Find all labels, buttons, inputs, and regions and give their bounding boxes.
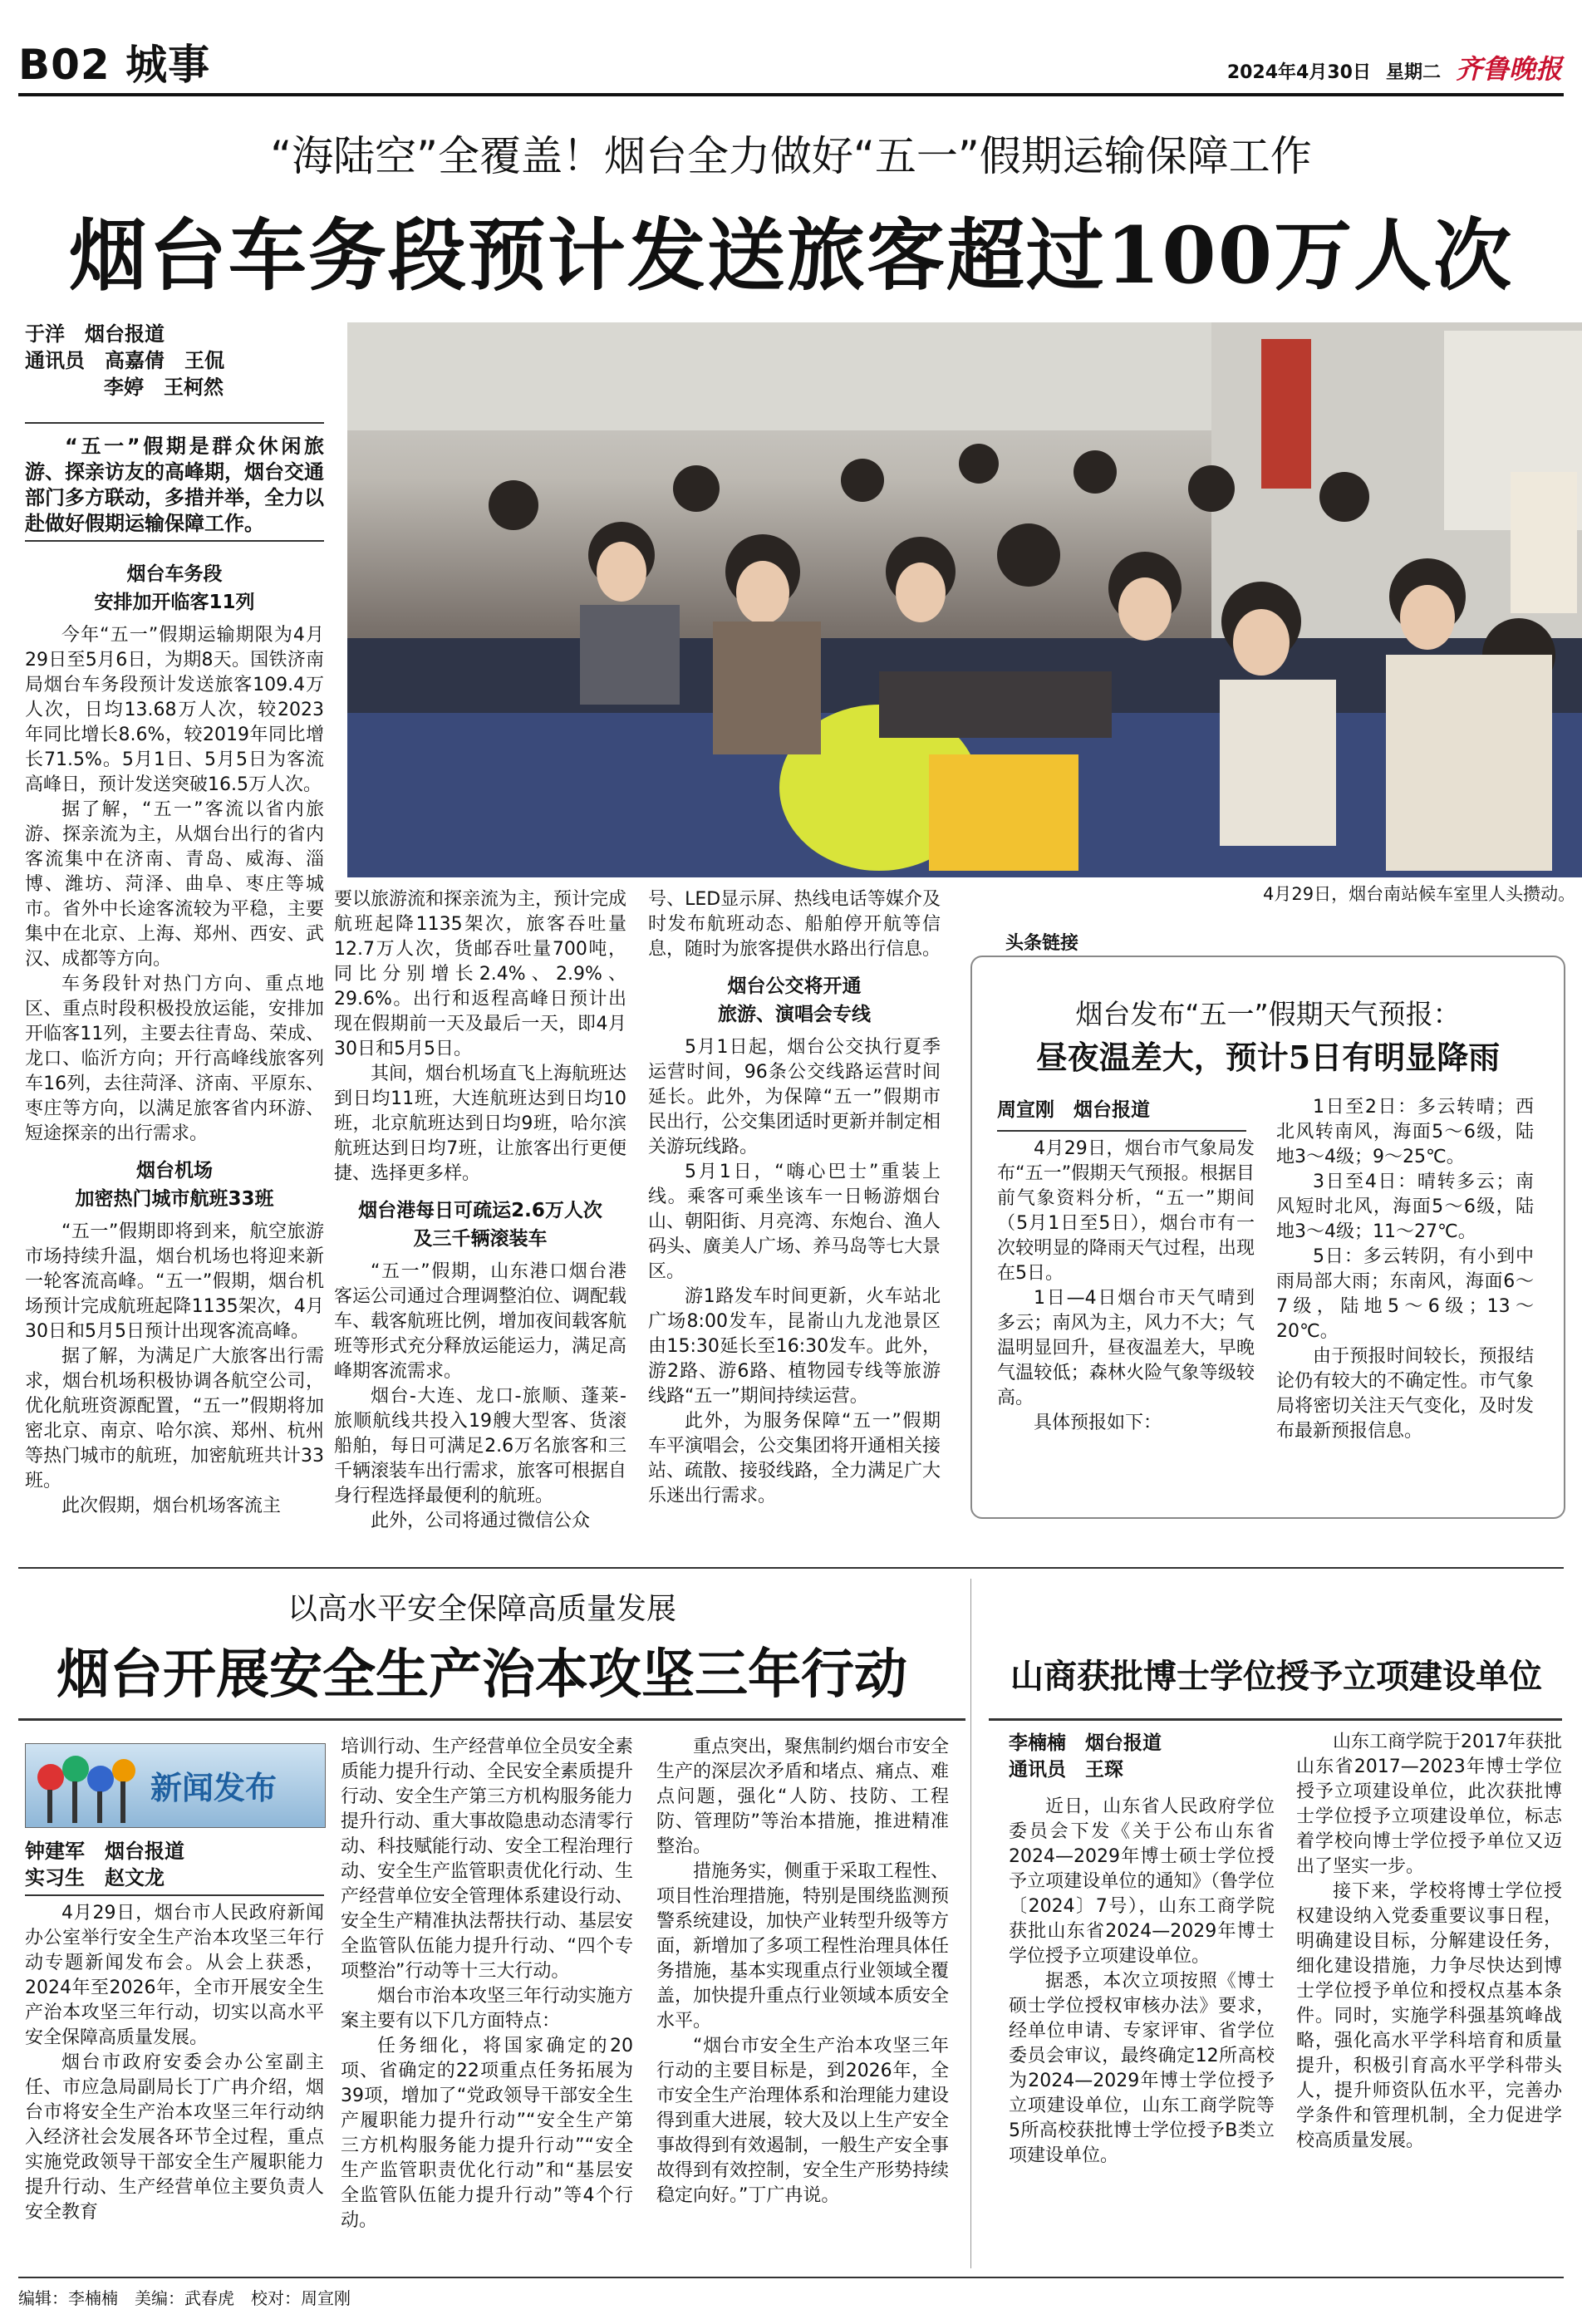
divider <box>997 1130 1246 1132</box>
paragraph: 车务段针对热门方向、重点地区、重点时段积极投放运能，安排加开临客11列，主要去往青岛、荣成、龙口、临沂方向；开行高峰线旅客列车16列，去往菏泽、济南、平原东、枣庄等方向，以满足旅客省内环游、短途探亲的出行需求。 <box>25 974 324 1144</box>
issue-weekday: 星期二 <box>1385 62 1441 83</box>
paragraph: 具体预报如下： <box>1034 1413 1162 1433</box>
paragraph: 由于预报时间较长，预报结论仍有较大的不确定性。市气象局将密切关注天气变化，及时发布最新预报信息。 <box>1276 1346 1534 1442</box>
subheading-line: 安排加开临客11列 <box>94 592 255 613</box>
article1-column-1 <box>25 550 324 1519</box>
byline-line: 通讯员 王琛 <box>1009 1759 1123 1781</box>
paragraph: 接下来，学校将博士学位授权建设纳入党委重要议事日程，明确建设目标，分解建设任务，细化建设措施，力争尽快达到博士学位授予单位和授权点基本条件。同时，实施学科强基筑峰战略，强化高水平学科培育和质量提升，积极引育高水平学科带头人，提升师资队伍水平，完善办学条件和管理机制，全力促进学校高质量发展。 <box>1296 1881 1562 2151</box>
byline-line: 李楠楠 烟台报道 <box>1009 1732 1162 1754</box>
article3-column-2 <box>1296 1730 1562 2154</box>
paragraph: 5日：多云转阴，有小到中雨局部大雨；东南风，海面6～7级，陆地5～6级；13～20℃。 <box>1276 1246 1534 1342</box>
paragraph: 4月29日，烟台市气象局发布“五一”假期天气预报。根据目前气象资料分析，“五一”期间（5月1日至5日），烟台市有一次较明显的降雨天气过程，出现在5日。 <box>997 1138 1255 1284</box>
sidebar-kicker: 烟台发布“五一”假期天气预报： <box>1075 998 1461 1030</box>
byline-line: 李婷 王柯然 <box>104 376 224 399</box>
sidebar-byline: 周宣刚 烟台报道 <box>997 1099 1150 1121</box>
subheading-line: 烟台港每日可疏运2.6万人次 <box>358 1200 602 1221</box>
paragraph: 要以旅游流和探亲流为主，预计完成航班起降1135架次，旅客吞吐量12.7万人次，货邮吞吐量700吨，同比分别增长2.4%、2.9%、29.6%。出行和返程高峰日预计出现在假期前一天及最后一天，即4月30日和5月5日。 <box>334 889 627 1059</box>
photo-caption: 4月29日，烟台南站候车室里人头攒动。 <box>1263 884 1576 904</box>
byline-line: 通讯员 高嘉倩 王侃 <box>25 349 224 372</box>
subheading-line: 烟台公交将开通 <box>727 975 862 997</box>
paragraph: 此外，公司将通过微信公众 <box>371 1511 591 1531</box>
byline-line: 于洋 烟台报道 <box>25 322 165 346</box>
microphones-icon <box>26 1744 150 1827</box>
subheading-line: 加密热门城市航班33班 <box>75 1188 274 1210</box>
section-label: B02 城事 <box>18 41 211 89</box>
masthead-info <box>1227 48 1562 86</box>
paragraph: 培训行动、生产经营单位全员安全素质能力提升行动、全民安全素质提升行动、安全生产第三方机构服务能力提升行动、重大事故隐患动态清零行动、科技赋能行动、安全工程治理行动、安全生产监管职责优化行动、生产经营单位安全管理体系建设行动、安全生产精准执法帮扶行动、基层安全监管队伍能力提升行动、“四个专项整治”行动等十三大行动。 <box>341 1737 634 1982</box>
paragraph: 4月29日，烟台市人民政府新闻办公室举行安全生产治本攻坚三年行动专题新闻发布会。从会上获悉，2024年至2026年，全市开展安全生产治本攻坚三年行动，切实以高水平安全保障高质量发展。 <box>25 1903 324 2048</box>
paragraph: 此外，为服务保障“五一”假期车平演唱会，公交集团将开通相关接站、疏散、接驳线路，全力满足广大乐迷出行需求。 <box>648 1411 941 1506</box>
article3-byline <box>1009 1730 1162 1783</box>
paragraph: “五一”假期，山东港口烟台港客运公司通过合理调整泊位、调配载车、载客航班比例，增加夜间载客航班等形式充分释放运能运力，满足高峰期客流需求。 <box>334 1261 627 1382</box>
subheading-line: 及三千辆滚装车 <box>413 1228 548 1250</box>
divider <box>25 1894 324 1896</box>
paragraph: 任务细化，将国家确定的20项、省确定的22项重点任务拓展为39项，增加了“党政领导干部安全生产履职能力提升行动”“安全生产第三方机构服务能力提升行动”“安全生产监管职责优化行动”和“基层安全监管队伍能力提升行动”等4个行动。 <box>341 2036 633 2231</box>
article1-title: 烟台车务段预计发送旅客超过100万人次 <box>68 210 1514 302</box>
sidebar-column-2 <box>1276 1095 1534 1444</box>
byline-line: 实习生 赵文龙 <box>25 1866 165 1889</box>
sidebar-column-1 <box>997 1137 1255 1436</box>
divider <box>989 1718 1562 1721</box>
issue-date: 2024年4月30日 <box>1226 62 1371 83</box>
article2-byline <box>25 1838 184 1891</box>
subheading-line: 烟台车务段 <box>126 563 223 585</box>
paragraph: 号、LED显示屏、热线电话等媒介及时发布航班动态、船舶停开航等信息，随时为旅客提供水路出行信息。 <box>648 889 941 960</box>
paragraph: 游1路发车时间更新，火车站北广场8:00发车，昆嵛山九龙池景区由15:30延长至16:30发车。此外，游2路、游6路、植物园专线等旅游线路“五一”期间持续运营。 <box>648 1286 941 1407</box>
subheading-line: 旅游、演唱会专线 <box>718 1004 871 1025</box>
sidebar-tag: 头条链接 <box>997 929 1087 955</box>
subheading-line: 烟台机场 <box>136 1160 213 1182</box>
article2-column-1 <box>25 1901 324 2225</box>
paragraph: 近日，山东省人民政府学位委员会下发《关于公布山东省2024—2029年博士硕士学位授予立项建设单位的通知》（鲁学位〔2024〕7号），山东工商学院获批山东省2024—2029年博士学位授予立项建设单位。 <box>1009 1796 1275 1967</box>
paragraph: 措施务实，侧重于采取工程性、项目性治理措施，特别是围绕监测预警系统建设，加快产业转型升级等方面，新增加了多项工程性治理具体任务措施，基本实现重点行业领域全覆盖，加快提升重点行业领域本质安全水平。 <box>656 1861 950 2032</box>
news-release-badge <box>25 1743 326 1828</box>
paragraph: 今年“五一”假期运输期限为4月29日至5月6日，为期8天。国铁济南局烟台车务段预计发送旅客109.4万人次，日均13.68万人次，较2023年同比增长8.6%，较2019年同比增长71.5%。5月1日、5月5日为客流高峰日，预计发送突破16.5万人次。 <box>25 625 324 795</box>
divider <box>25 422 324 424</box>
paragraph: 此次假期，烟台机场客流主 <box>61 1496 282 1516</box>
paragraph: 烟台市治本攻坚三年行动实施方案主要有以下几方面特点： <box>341 1986 634 2032</box>
paragraph: 重点突出，聚焦制约烟台市安全生产的深层次矛盾和堵点、痛点、难点问题，强化“人防、技防、工程防、管理防”等治本措施，推进精准整治。 <box>656 1737 950 1857</box>
section-divider <box>18 1567 1564 1569</box>
paragraph: 3日至4日：晴转多云；南风短时北风，海面5～6级，陆地3～4级；11～27℃。 <box>1276 1172 1534 1242</box>
paragraph: 据悉，本次立项按照《博士硕士学位授权审核办法》要求，经单位申请、专家评审、省学位委员会审议，最终确定12所高校为2024—2029年博士学位授予立项建设单位，山东工商学院等5所高校获批博士学位授予B类立项建设单位。 <box>1009 1971 1275 2166</box>
paragraph: 据了解，“五一”客流以省内旅游、探亲流为主，从烟台出行的省内客流集中在济南、青岛、威海、淄博、潍坊、菏泽、曲阜、枣庄等城市。省外中长途客流较为平稳，主要集中在北京、上海、郑州、西安、武汉、成都等方向。 <box>25 799 324 970</box>
article2-title: 烟台开展安全生产治本攻坚三年行动 <box>56 1644 907 1706</box>
paragraph: 其间，烟台机场直飞上海航班达到日均11班，大连航班达到日均10班，北京航班达到日均9班，哈尔滨航班达到日均7班，让旅客出行更便捷、选择更多样。 <box>334 1064 627 1184</box>
paragraph: 山东工商学院于2017年获批山东省2017—2023年博士学位授予立项建设单位，此次获批博士学位授予立项建设单位，标志着学校向博士学位授予单位又迈出了坚实一步。 <box>1296 1732 1562 1877</box>
editor-credits: 编辑：李楠楠 美编：武春虎 校对：周宣刚 <box>18 2288 351 2308</box>
divider <box>18 1718 965 1721</box>
article1-lead: “五一”假期是群众休闲旅游、探亲访友的高峰期，烟台交通部门多方联动，多措并举，全力以赴做好假期运输保障工作。 <box>25 435 324 535</box>
paragraph: 5月1日，“嗨心巴士”重装上线。乘客可乘坐该车一日畅游烟台山、朝阳街、月亮湾、东炮台、渔人码头、廣美人广场、养马岛等七大景区。 <box>648 1162 941 1282</box>
crowd-illustration <box>347 322 1582 877</box>
subheading <box>334 1196 626 1253</box>
article3-title: 山商获批博士学位授予立项建设单位 <box>1010 1657 1542 1696</box>
paragraph: “五一”假期即将到来，航空旅游市场持续升温，烟台机场也将迎来新一轮客流高峰。“五一”假期，烟台机场预计完成航班起降1135架次，4月30日和5月5日预计出现客流高峰。 <box>25 1221 324 1342</box>
article1-byline <box>25 321 224 400</box>
byline-line: 钟建军 烟台报道 <box>25 1840 184 1863</box>
article1-kicker: “海陆空”全覆盖！烟台全力做好“五一”假期运输保障工作 <box>270 132 1312 180</box>
paragraph: 据了解，为满足广大旅客出行需求，烟台机场积极协调各航空公司，优化航班资源配置，“五一”假期将加密北京、南京、哈尔滨、郑州、杭州等热门城市的航班，加密航班共计33班。 <box>25 1346 324 1491</box>
footer-rule <box>18 2277 1564 2278</box>
paragraph: “烟台市安全生产治本攻坚三年行动的主要目标是，到2026年，全市安全生产治理体系和治理能力建设得到重大进展，较大及以上生产安全事故得到有效遏制，一般生产安全事故得到有效控制，安全生产形势持续稳定向好。”丁广冉说。 <box>656 2036 950 2206</box>
newspaper-logo: 齐鲁晚报 <box>1455 53 1562 85</box>
waiting-room-photo <box>347 322 1582 877</box>
article2-column-3 <box>656 1735 949 2209</box>
divider <box>25 540 324 542</box>
article1-column-2 <box>334 887 626 1534</box>
subheading <box>25 560 324 617</box>
paragraph: 烟台市政府安委会办公室副主任、市应急局副局长丁广冉介绍，烟台市将安全生产治本攻坚三年行动纳入经济社会发展各环节全过程，重点实施党政领导干部安全生产履职能力提升行动、生产经营单位主要负责人安全教育 <box>25 2052 324 2223</box>
paragraph: 5月1日起，烟台公交执行夏季运营时间，96条公交线路运营时间延长。此外，为保障“五一”假期市民出行，公交集团适时更新并制定相关游玩线路。 <box>648 1037 941 1157</box>
article3-column-1 <box>1009 1795 1275 2169</box>
column-divider <box>970 1579 971 2268</box>
paragraph: 烟台-大连、龙口-旅顺、蓬莱-旅顺航线共投入19艘大型客、货滚船舶，每日可满足2.6万名旅客和三千辆滚装车出行需求，旅客可根据自身行程选择最便利的航班。 <box>334 1386 627 1506</box>
sidebar-title: 昼夜温差大，预计5日有明显降雨 <box>1035 1039 1501 1076</box>
article2-column-2 <box>341 1735 633 2233</box>
paragraph: 1日—4日烟台市天气晴到多云；南风为主，风力不大；气温明显回升，昼夜温差大，早晚气温较低；森林火险气象等级较高。 <box>997 1288 1255 1408</box>
article2-kicker: 以高水平安全保障高质量发展 <box>287 1592 676 1626</box>
paragraph: 1日至2日：多云转晴；西北风转南风，海面5～6级，陆地3～4级；9～25℃。 <box>1276 1097 1534 1167</box>
subheading <box>25 1157 324 1213</box>
subheading <box>648 972 941 1029</box>
badge-label: 新闻发布 <box>150 1770 278 1806</box>
article1-column-3 <box>648 887 941 1509</box>
header-rule <box>18 93 1564 96</box>
